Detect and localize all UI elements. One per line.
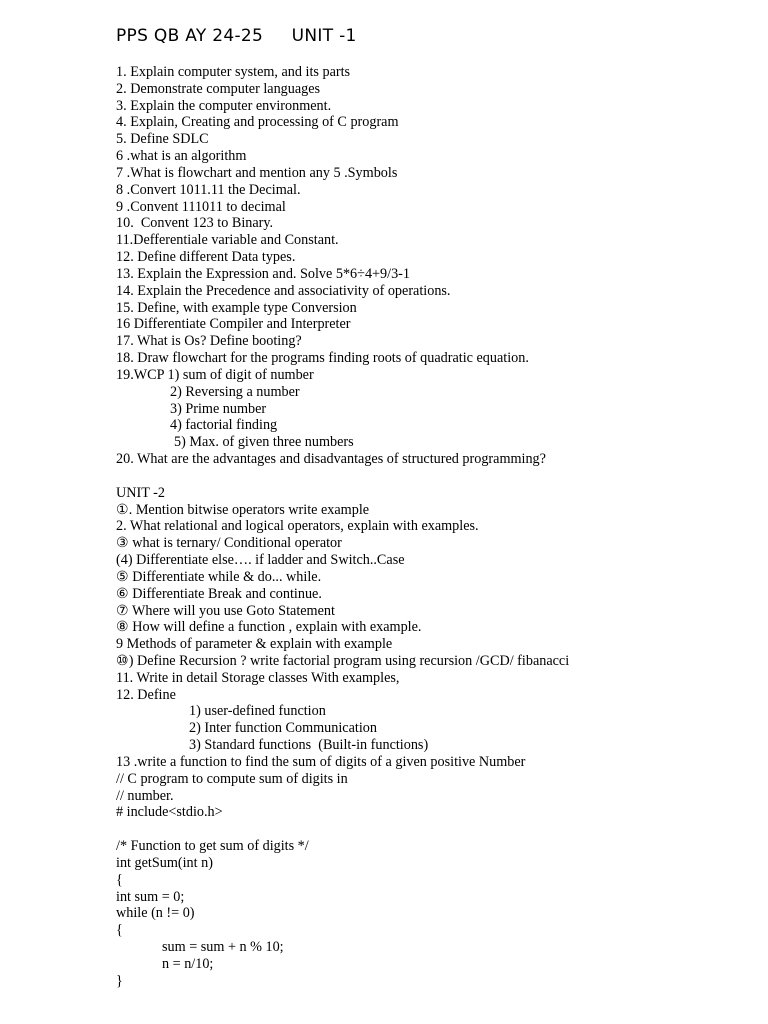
code-line-12: }	[116, 972, 123, 989]
unit2-question-12-part-2: 2) Inter function Communication	[189, 720, 377, 737]
unit1-question-7: 7 .What is flowchart and mention any 5 .Symbols	[116, 164, 398, 181]
unit1-question-8: 8 .Convert 1011.11 the Decimal.	[116, 181, 301, 198]
unit1-question-19-part-3: 3) Prime number	[170, 400, 267, 417]
blank-line	[116, 821, 756, 838]
unit1-question-19-part-2: 2) Reversing a number	[170, 383, 300, 400]
unit2-question-12: 12. Define	[116, 686, 176, 703]
unit1-question-19-part-5: 5) Max. of given three numbers	[174, 434, 354, 451]
unit1-question-3: 3. Explain the computer environment.	[116, 97, 332, 114]
unit1-question-5: 5. Define SDLC	[116, 131, 209, 148]
unit2-heading: UNIT -2	[116, 484, 165, 501]
unit2-question-2: 2. What relational and logical operators, explain with examples.	[116, 518, 479, 535]
code-line-4: /* Function to get sum of digits */	[116, 838, 309, 855]
unit1-question-19-part-4: 4) factorial finding	[170, 417, 278, 434]
code-line-11: n = n/10;	[162, 955, 214, 972]
unit1-question-4: 4. Explain, Creating and processing of C program	[116, 114, 399, 131]
unit1-question-6: 6 .what is an algorithm	[116, 148, 247, 165]
code-line-8: while (n != 0)	[116, 905, 195, 922]
unit1-question-16: 16 Differentiate Compiler and Interpreter	[116, 316, 351, 333]
unit2-question-7: ⑦ Where will you use Goto Statement	[116, 602, 335, 619]
unit2-question-12-part-3: 3) Standard functions (Built-in functions)	[189, 737, 429, 754]
unit2-question-1: ①. Mention bitwise operators write example	[116, 501, 370, 518]
unit1-question-19: 19.WCP 1) sum of digit of number	[116, 366, 314, 383]
code-line-2: // number.	[116, 787, 174, 804]
unit2-question-5: ⑤ Differentiate while & do... while.	[116, 568, 322, 585]
unit1-question-18: 18. Draw flowchart for the programs finding roots of quadratic equation.	[116, 350, 529, 367]
blank-line	[116, 468, 756, 485]
unit1-question-14: 14. Explain the Precedence and associativity of operations.	[116, 282, 451, 299]
unit2-question-13: 13 .write a function to find the sum of digits of a given positive Number	[116, 753, 526, 770]
unit2-question-11: 11. Write in detail Storage classes With examples,	[116, 669, 400, 686]
unit1-question-9: 9 .Convent 111011 to decimal	[116, 198, 286, 215]
unit1-question-20: 20. What are the advantages and disadvantages of structured programming?	[116, 451, 546, 468]
unit2-question-4: (4) Differentiate else…. if ladder and Switch..Case	[116, 552, 405, 569]
unit1-question-11: 11.Defferentiale variable and Constant.	[116, 232, 339, 249]
unit1-question-17: 17. What is Os? Define booting?	[116, 333, 302, 350]
code-line-1: // C program to compute sum of digits in	[116, 770, 348, 787]
code-line-5: int getSum(int n)	[116, 854, 213, 871]
unit1-question-13: 13. Explain the Expression and. Solve 5*6÷4+9/3-1	[116, 265, 410, 282]
unit2-question-9: 9 Methods of parameter & explain with example	[116, 636, 393, 653]
unit1-question-2: 2. Demonstrate computer languages	[116, 80, 321, 97]
unit2-question-12-part-1: 1) user-defined function	[189, 703, 326, 720]
unit2-question-10: ⑩) Define Recursion ? write factorial program using recursion /GCD/ fibanacci	[116, 652, 570, 669]
unit2-question-8: ⑧ How will define a function , explain with example.	[116, 619, 422, 636]
unit1-question-10: 10. Convent 123 to Binary.	[116, 215, 274, 232]
unit1-question-15: 15. Define, with example type Conversion	[116, 299, 357, 316]
unit2-question-3: ③ what is ternary/ Conditional operator	[116, 535, 342, 552]
code-line-6: {	[116, 871, 123, 888]
code-line-7: int sum = 0;	[116, 888, 185, 905]
code-line-3: # include<stdio.h>	[116, 804, 223, 821]
code-line-9: {	[116, 922, 123, 939]
document-title: PPS QB AY 24-25 UNIT -1	[116, 26, 357, 46]
unit1-question-12: 12. Define different Data types.	[116, 249, 296, 266]
unit1-question-1: 1. Explain computer system, and its parts	[116, 64, 351, 80]
question-list	[116, 64, 756, 990]
unit2-question-6: ⑥ Differentiate Break and continue.	[116, 585, 322, 602]
code-line-10: sum = sum + n % 10;	[162, 939, 284, 956]
